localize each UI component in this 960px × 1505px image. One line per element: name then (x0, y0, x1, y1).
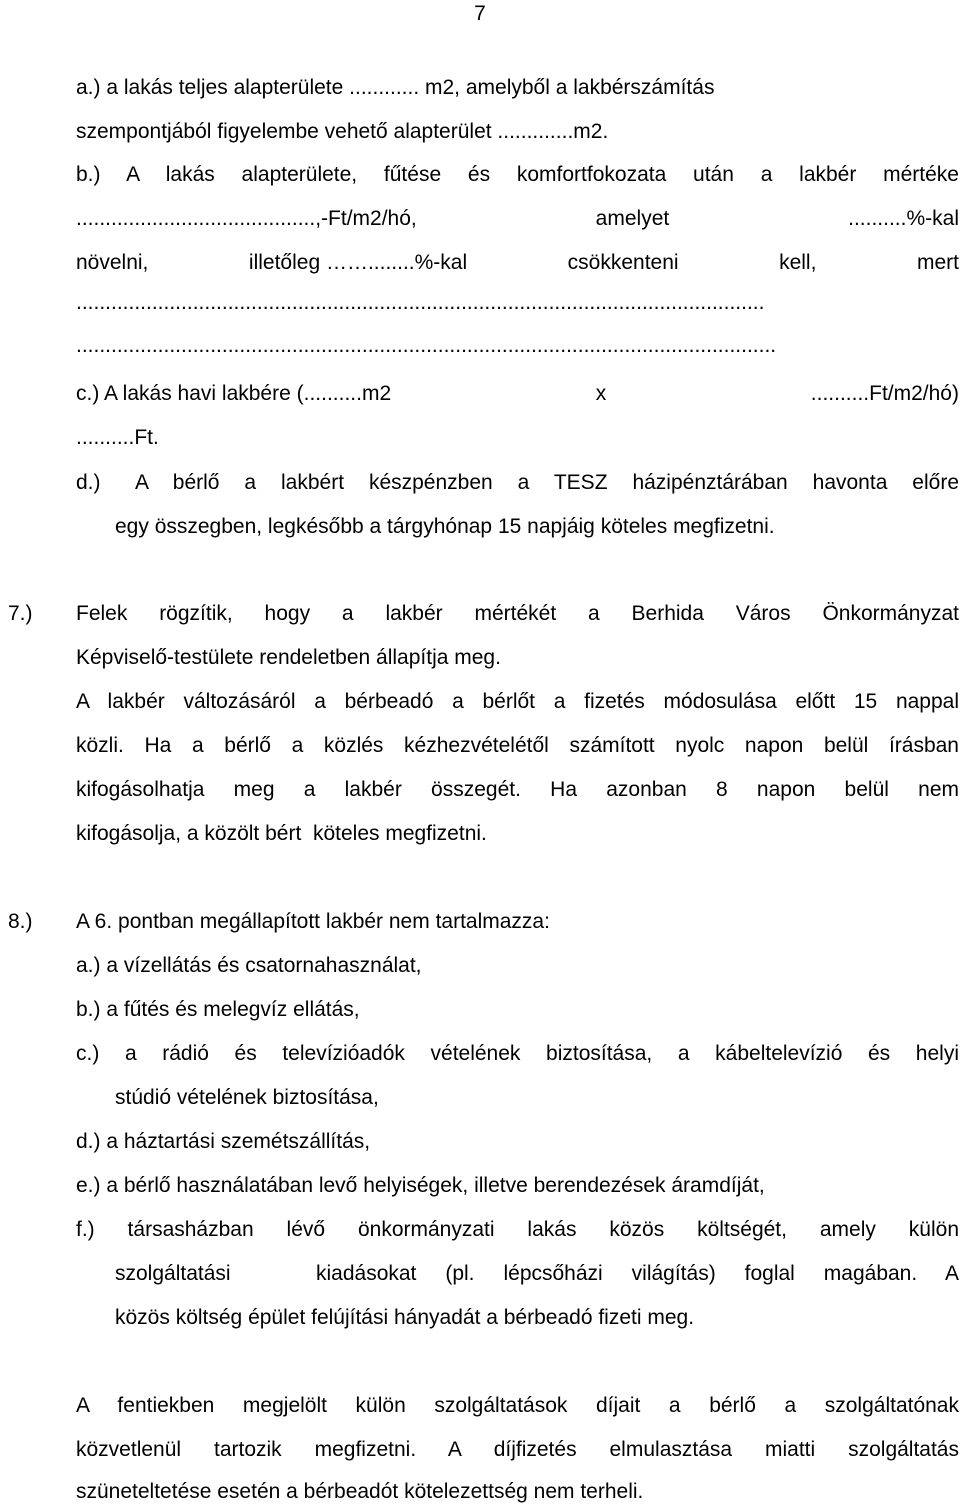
closing-line1: A fentiekben megjelölt külön szolgáltatások díjait a bérlő a szolgáltatónak (76, 1394, 959, 1417)
item-c-line2: ..........Ft. (76, 426, 159, 449)
percent-blank: ..........%-kal (848, 207, 959, 230)
item-b-dotted-line2: ........................................................................................................................ (76, 334, 777, 357)
word: csökkenteni (567, 251, 679, 274)
word: illetőleg ……........%-kal (248, 251, 468, 274)
section-7-line3: A lakbér változásáról a bérbeadó a bérlőt a fizetés módosulása előtt 15 nappal (76, 690, 959, 713)
page-number: 7 (474, 2, 486, 25)
section-7-label: 7.) (8, 602, 33, 625)
item-b-line3 (76, 250, 959, 276)
text: a.) a lakás teljes alapterülete ............ m2, amelyből a lakbérszámítás (76, 76, 715, 99)
word: mert (916, 251, 959, 274)
section-7-line6: kifogásolja, a közölt bért köteles megfizetni. (76, 822, 487, 845)
item-a-line1 (76, 75, 959, 101)
word: amelyet (595, 207, 670, 230)
item-d-line1: A bérlő a lakbért készpénzben a TESZ házipénztárában havonta előre (135, 471, 959, 494)
item-b-line1: b.) A lakás alapterülete, fűtése és komfortfokozata után a lakbér mértéke (76, 163, 959, 186)
section-8-item-e: e.) a bérlő használatában levő helyiségek, illetve berendezések áramdíját, (76, 1174, 765, 1197)
section-8-item-f-line3: közös költség épület felújítási hányadát a bérbeadó fizeti meg. (115, 1306, 695, 1329)
closing-line3: szüneteltetése esetén a bérbeadót kötelezettség nem terheli. (76, 1480, 644, 1503)
item-b-line2 (76, 206, 959, 232)
section-8-intro: A 6. pontban megállapított lakbér nem tartalmazza: (76, 910, 550, 933)
text: x (595, 382, 607, 405)
section-7-line5: kifogásolhatja meg a lakbér összegét. Ha azonban 8 napon belül nem (76, 778, 959, 801)
section-8-item-a: a.) a vízellátás és csatornahasználat, (76, 954, 422, 977)
item-d-label: d.) (76, 471, 101, 494)
word: növelni, (76, 251, 149, 274)
item-a-line2: szempontjából figyelembe vehető alapterület .............m2. (76, 120, 609, 143)
section-8-label: 8.) (8, 910, 33, 933)
rate-blank: .........................................,-Ft/m2/hó, (76, 207, 417, 230)
section-8-item-c-line2: stúdió vételének biztosítása, (115, 1086, 379, 1109)
section-8-item-f-line2b: kiadásokat (pl. lépcsőházi világítás) foglal magában. A (316, 1262, 959, 1285)
section-8-item-c-line1: c.) a rádió és televízióadók vételének biztosítása, a kábeltelevízió és helyi (76, 1042, 959, 1065)
section-7-line1: Felek rögzítik, hogy a lakbér mértékét a Berhida Város Önkormányzat (76, 602, 959, 625)
item-b-dotted-line1: ...................................................................................................................... (76, 291, 765, 314)
section-8-item-f-line2a: szolgáltatási (115, 1262, 231, 1285)
item-d-line2: egy összegben, legkésőbb a tárgyhónap 15 napjáig köteles megfizetni. (115, 515, 775, 538)
section-8-item-d: d.) a háztartási szemétszállítás, (76, 1130, 371, 1153)
word: kell, (779, 251, 817, 274)
item-c-line1 (76, 381, 959, 407)
section-8-item-b: b.) a fűtés és melegvíz ellátás, (76, 998, 360, 1021)
section-8-item-f-line1: f.) társasházban lévő önkormányzati lakás közös költségét, amely külön (76, 1218, 959, 1241)
text: ..........Ft/m2/hó) (810, 382, 959, 405)
section-7-line4: közli. Ha a bérlő a közlés kézhezvételétől számított nyolc napon belül írásban (76, 734, 959, 757)
closing-line2: közvetlenül tartozik megfizetni. A díjfizetés elmulasztása miatti szolgáltatás (76, 1438, 959, 1461)
section-7-line2: Képviselő-testülete rendeletben állapítja meg. (76, 646, 501, 669)
text: c.) A lakás havi lakbére (..........m2 (76, 382, 392, 405)
